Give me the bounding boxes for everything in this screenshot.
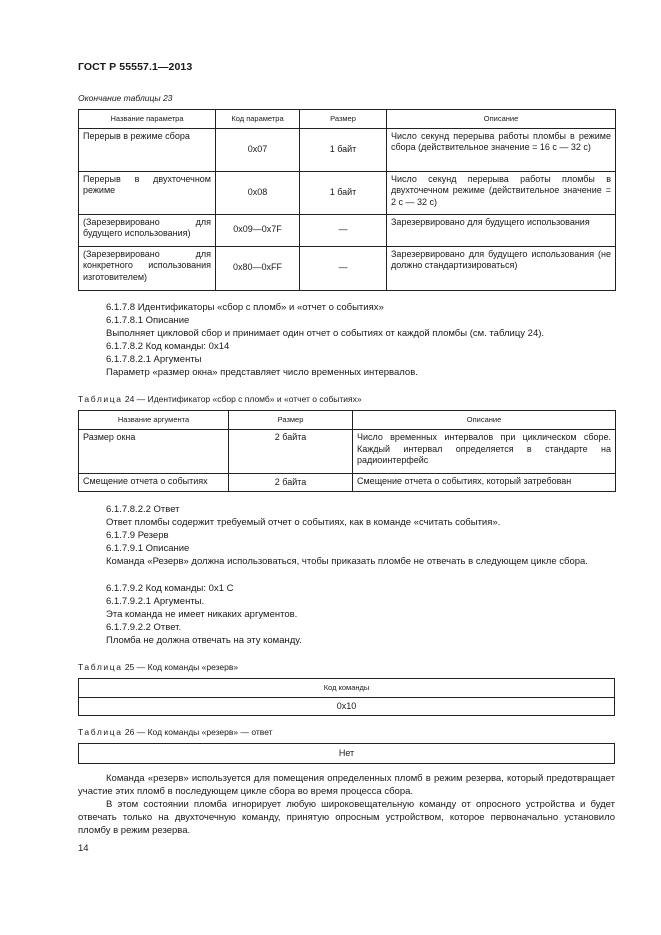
table-cell: Перерыв в двухточечном режиме: [79, 171, 216, 214]
table-row: [79, 214, 616, 246]
table24-caption: [78, 394, 362, 404]
section-heading: 6.1.7.9 Резерв: [106, 530, 169, 541]
table-23: [78, 109, 616, 291]
table23-header-code: Код параметра: [216, 110, 300, 129]
table-cell: Число временных интервалов при циклическом сборе. Каждый интервал определяется в стандарте на радиоинтерфейс: [353, 430, 616, 474]
table-cell: 2 байта: [229, 474, 353, 492]
section-subheading: 6.1.7.9.1 Описание: [106, 543, 190, 554]
table25-caption-text: 25 — Код команды «резерв»: [124, 662, 239, 672]
table-cell: —: [300, 214, 387, 246]
table23-header-name: Название параметра: [79, 110, 216, 129]
table24-header-desc: Описание: [353, 411, 616, 430]
section-subheading: 6.1.7.9.2.2 Ответ.: [106, 622, 182, 633]
section-subheading: 6.1.7.8.1 Описание: [106, 315, 190, 326]
table-cell: 1 байт: [300, 128, 387, 171]
paragraph: Ответ пломбы содержит требуемый отчет о событиях, как в команде «считать события».: [106, 517, 501, 528]
table-cell: —: [300, 246, 387, 290]
table-cell: Зарезервировано для будущего использования: [387, 214, 616, 246]
paragraph: Команда «Резерв» должна использоваться, чтобы приказать пломбе не отвечать в следующем цикле сбора.: [106, 556, 588, 567]
paragraph: Пломба не должна отвечать на эту команду.: [106, 635, 302, 646]
table23-header-size: Размер: [300, 110, 387, 129]
paragraph: Параметр «размер окна» представляет число временных интервалов.: [106, 367, 418, 378]
table-row: [79, 698, 615, 716]
table-cell: (Зарезервировано для конкретного использования изготовителем): [79, 246, 216, 290]
section-subheading: 6.1.7.8.2.2 Ответ: [106, 504, 180, 515]
table-cell: 0x07: [216, 128, 300, 171]
table-cell: Смещение отчета о событиях, который затребован: [353, 474, 616, 492]
table23-header-desc: Описание: [387, 110, 616, 129]
table-row: [79, 246, 616, 290]
table25-caption-label: Таблица: [78, 662, 123, 672]
table-cell: 0x08: [216, 171, 300, 214]
table-row: [79, 171, 616, 214]
table-cell: (Зарезервировано для будущего использования): [79, 214, 216, 246]
table-cell: 0x09—0x7F: [216, 214, 300, 246]
table-24: [78, 410, 616, 492]
table-cell: Перерыв в режиме сбора: [79, 128, 216, 171]
table26-caption: [78, 727, 273, 737]
table26-value: Нет: [79, 744, 615, 764]
table-25: [78, 678, 615, 716]
table26-caption-label: Таблица: [78, 727, 123, 737]
table26-caption-text: 26 — Код команды «резерв» — ответ: [124, 727, 273, 737]
table-cell: Число секунд перерыва работы пломбы в режиме сбора (действительное значение = 16 с — 32 с): [387, 128, 616, 171]
section-heading: 6.1.7.8 Идентификаторы «сбор с пломб» и «отчет о событиях»: [106, 302, 384, 313]
section-subheading: 6.1.7.9.2 Код команды: 0x1 C: [106, 583, 234, 594]
paragraph: В этом состоянии пломба игнорирует любую широковещательную команду от опросного устройства и будет отвечать только на двухточечную команду, принятую опросным устройством, которое первоначально установило пломбу в режим резерва.: [78, 799, 615, 836]
paragraph: Выполняет цикловой сбор и принимает один отчет о событиях от каждой пломбы (см. таблицу 24).: [106, 328, 545, 339]
table-cell: Число секунд перерыва работы пломбы в двухточечном режиме (действительное значение = 2 с — 32 с): [387, 171, 616, 214]
table25-header: Код команды: [79, 679, 615, 698]
table24-header-size: Размер: [229, 411, 353, 430]
table-row: [79, 744, 615, 764]
table-cell: 1 байт: [300, 171, 387, 214]
section-subheading: 6.1.7.8.2.1 Аргументы: [106, 354, 202, 365]
table-row: [79, 430, 616, 474]
paragraph: Команда «резерв» используется для помещения определенных пломб в режим резерва, который предотвращает участие этих пломб в последующем цикле сбора во время процесса сбора.: [78, 773, 615, 797]
table25-value: 0x10: [79, 698, 615, 716]
table-row: [79, 474, 616, 492]
table-row: [79, 128, 616, 171]
table-cell: 0x80—0xFF: [216, 246, 300, 290]
table24-caption-text: 24 — Идентификатор «сбор с пломб» и «отчет о событиях»: [124, 394, 362, 404]
section-subheading: 6.1.7.9.2.1 Аргументы.: [106, 596, 205, 607]
table-cell: Зарезервировано для будущего использования (не должно стандартизироваться): [387, 246, 616, 290]
document-header: ГОСТ Р 55557.1—2013: [78, 61, 193, 73]
table-cell: 2 байта: [229, 430, 353, 474]
table24-header-name: Название аргумента: [79, 411, 229, 430]
table23-caption: Окончание таблицы 23: [78, 93, 173, 103]
section-subheading: 6.1.7.8.2 Код команды: 0x14: [106, 341, 230, 352]
table-26: [78, 743, 615, 764]
table25-caption: [78, 662, 238, 672]
page-number: 14: [78, 843, 89, 854]
table-cell: Смещение отчета о событиях: [79, 474, 229, 492]
table24-caption-label: Таблица: [78, 394, 123, 404]
table-cell: Размер окна: [79, 430, 229, 474]
paragraph: Эта команда не имеет никаких аргументов.: [106, 609, 298, 620]
